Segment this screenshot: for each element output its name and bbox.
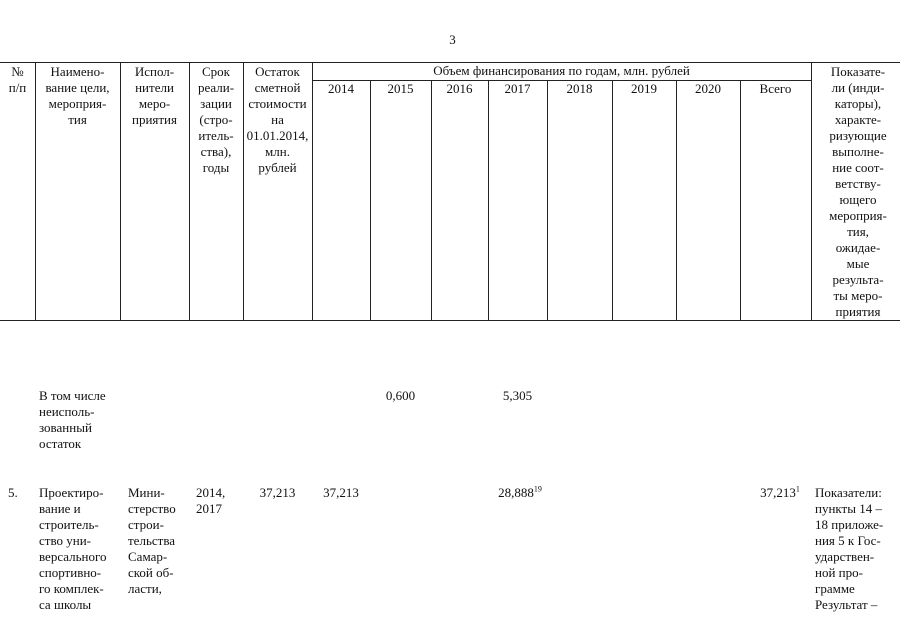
header-executor: Испол- нители меро- приятия — [131, 64, 177, 127]
col-border — [312, 62, 313, 321]
year-2015: 2015 — [387, 81, 414, 96]
row5-period: 2014, 2017 — [196, 485, 226, 516]
header-name: Наимено- вание цели, мероприя- тия — [45, 64, 110, 127]
col-border — [370, 80, 371, 321]
row5-total-value: 37,213$^1$ — [760, 484, 800, 500]
header-num: № п/п — [8, 64, 27, 95]
year-2018: 2018 — [566, 81, 593, 96]
year-2020: 2020 — [695, 81, 721, 96]
col-border — [547, 80, 548, 321]
year-2019: 2019 — [631, 81, 657, 96]
unused-2015-value: 0,600 — [385, 388, 416, 403]
row5-executor: Мини- стерство строи- тельства Самар- ской об- ласти, — [128, 485, 176, 596]
year-2016: 2016 — [446, 81, 473, 96]
header-funding: Объем финансирования по годам, млн. рублей — [433, 63, 690, 78]
row5-remainder: 37,213 — [259, 485, 296, 500]
col-border — [488, 80, 489, 321]
row5-name: Проектиро- вание и строитель- ство уни- версального спортивно- го комплек- са школы — [39, 485, 107, 612]
row5-2017-value: 28,888$^{19}$ — [498, 484, 542, 500]
page-number: 3 — [449, 32, 456, 47]
row5-2014-value: 37,213 — [323, 485, 359, 500]
header-bottom-border — [0, 320, 900, 321]
year-2017: 2017 — [504, 81, 531, 96]
row5-number: 5. — [8, 485, 18, 500]
year-2014: 2014 — [328, 81, 354, 96]
col-border — [740, 80, 741, 321]
unused-remainder-label: В том числе неисполь- зованный остаток — [39, 388, 106, 451]
footnote-marker: 1 — [795, 484, 800, 494]
header-indicators: Показате- ли (инди- каторы), характе- ризующие выполне- ние соот- ветству- ющего мероприя- тия, ожидае- мые результа- ты меро- приятия — [829, 64, 887, 319]
col-border — [676, 80, 677, 321]
header-remainder: Остаток сметной стоимости на 01.01.2014, млн. рублей — [246, 64, 309, 175]
header-period: Срок реали- зации (стро- итель- ства), годы — [197, 64, 235, 175]
unused-2017-value: 5,305 — [502, 388, 533, 403]
row5-indicators: Показатели: пункты 14 – 18 приложе- ния 5 к Гос- ударствен- ной про- грамме Результат – — [815, 485, 884, 612]
year-total: Всего — [759, 81, 792, 96]
col-border — [612, 80, 613, 321]
col-border — [431, 80, 432, 321]
footnote-marker: 19 — [533, 484, 542, 494]
